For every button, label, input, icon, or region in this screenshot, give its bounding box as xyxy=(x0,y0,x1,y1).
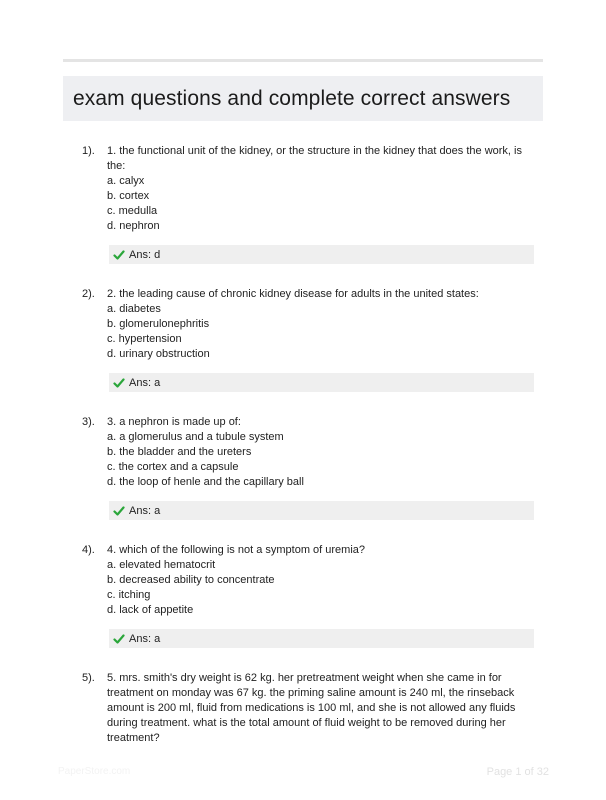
question-item xyxy=(63,543,543,648)
option-list xyxy=(107,430,543,490)
option-list xyxy=(107,174,543,234)
answer-box xyxy=(109,373,534,392)
question-list xyxy=(63,144,543,769)
check-icon xyxy=(113,377,125,389)
footer-watermark: PaperStore.com xyxy=(58,766,131,777)
answer-box xyxy=(109,245,534,264)
option-item: d. urinary obstruction xyxy=(107,348,210,360)
option-item: d. the loop of henle and the capillary ball xyxy=(107,476,304,488)
question-number: 4). xyxy=(82,544,95,556)
title-band xyxy=(63,76,543,121)
option-item: a. a glomerulus and a tubule system xyxy=(107,431,284,443)
check-icon xyxy=(113,249,125,261)
option-item: c. hypertension xyxy=(107,333,182,345)
option-item: b. glomerulonephritis xyxy=(107,318,210,330)
check-icon xyxy=(113,633,125,645)
option-item: a. calyx xyxy=(107,175,145,187)
question-item xyxy=(63,671,543,746)
option-item: c. the cortex and a capsule xyxy=(107,461,239,473)
question-body xyxy=(107,671,543,746)
question-item xyxy=(63,415,543,520)
answer-text: Ans: a xyxy=(129,376,161,389)
page-indicator: Page 1 of 32 xyxy=(486,766,549,778)
option-item: c. medulla xyxy=(107,205,158,217)
question-text: 1. the functional unit of the kidney, or the structure in the kidney that does the work, is the: xyxy=(107,145,522,172)
option-list xyxy=(107,558,543,618)
answer-text: Ans: a xyxy=(129,632,161,645)
question-text: 4. which of the following is not a symptom of uremia? xyxy=(107,544,366,556)
option-item: a. elevated hematocrit xyxy=(107,559,216,571)
question-number: 1). xyxy=(82,145,95,157)
question-body xyxy=(107,287,543,362)
option-item: d. lack of appetite xyxy=(107,604,194,616)
question-item xyxy=(63,144,543,264)
top-rule xyxy=(63,59,543,62)
question-text: 3. a nephron is made up of: xyxy=(107,416,241,428)
option-item: b. decreased ability to concentrate xyxy=(107,574,275,586)
question-item xyxy=(63,287,543,392)
option-item: a. diabetes xyxy=(107,303,161,315)
answer-text: Ans: d xyxy=(129,248,161,261)
option-list xyxy=(107,302,543,362)
option-item: b. cortex xyxy=(107,190,150,202)
question-text: 2. the leading cause of chronic kidney disease for adults in the united states: xyxy=(107,288,479,300)
answer-text: Ans: a xyxy=(129,504,161,517)
page-title: exam questions and complete correct answers xyxy=(73,86,511,110)
option-item: d. nephron xyxy=(107,220,160,232)
question-number: 3). xyxy=(82,416,95,428)
question-body xyxy=(107,415,543,490)
question-number: 2). xyxy=(82,288,95,300)
option-item: b. the bladder and the ureters xyxy=(107,446,252,458)
question-body xyxy=(107,543,543,618)
check-icon xyxy=(113,505,125,517)
answer-box xyxy=(109,629,534,648)
question-text: 5. mrs. smith's dry weight is 62 kg. her pretreatment weight when she came in for treatment on monday was 67 kg. the priming saline amount is 240 ml, the rinseback amount is 200 ml, fluid from medications is 100 ml, and she is not allowed any fluids during treatment. what is the total amount of fluid weight to be removed during her treatment? xyxy=(107,672,516,744)
answer-box xyxy=(109,501,534,520)
question-body xyxy=(107,144,543,234)
question-number: 5). xyxy=(82,672,95,684)
option-item: c. itching xyxy=(107,589,151,601)
